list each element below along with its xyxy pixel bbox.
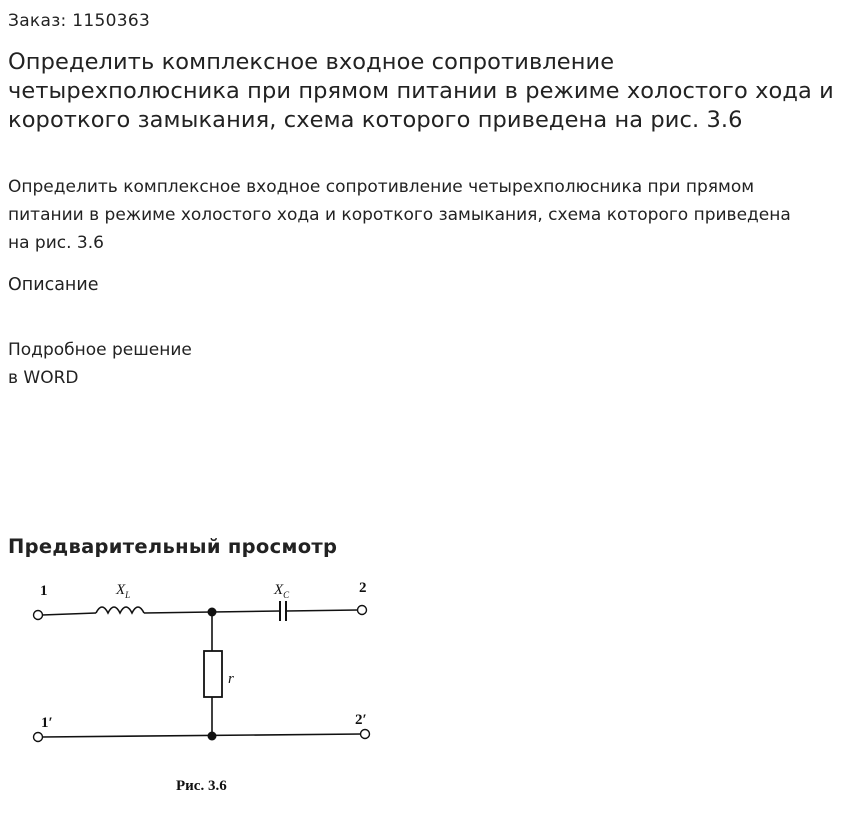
resistor-label: r — [228, 671, 234, 687]
terminal-2p-label: 2′ — [355, 712, 367, 728]
wire-top-middle — [144, 612, 212, 613]
resistor — [204, 651, 222, 697]
solution-line-2: в WORD — [8, 368, 79, 388]
terminal-2-label: 2 — [359, 580, 367, 596]
terminal-2p-circle — [361, 730, 370, 739]
order-number: Заказ: 1150363 — [8, 11, 151, 31]
inductor-label — [115, 582, 130, 600]
capacitor-label — [273, 582, 290, 600]
terminal-1-label: 1 — [40, 583, 48, 599]
task-description: Определить комплексное входное сопротивление четырехполюсника при прямом питании в режиме холостого хода и короткого замыкания, схема которого приведена на рис. 3.6 — [8, 177, 791, 253]
solution-line-1: Подробное решение — [8, 340, 192, 360]
solution-info — [8, 336, 192, 392]
wire-top-right-a — [212, 611, 280, 612]
terminal-1p-circle — [34, 733, 43, 742]
inductor-coil — [96, 607, 144, 613]
wire-top-right-b — [286, 610, 358, 611]
description-section-label: Описание — [8, 275, 99, 295]
wire-top-left — [42, 613, 96, 615]
page-title: Определить комплексное входное сопротивление четырехполюсника при прямом питании в режиме холостого хода и короткого замыкания, схема которого приведена на рис. 3.6 — [8, 49, 834, 133]
figure-caption: Рис. 3.6 — [176, 778, 227, 794]
capacitor-label-main: X — [274, 582, 284, 598]
inductor-label-sub: L — [125, 590, 131, 600]
terminal-1p-label: 1′ — [41, 715, 53, 731]
node-bottom — [208, 732, 217, 741]
preview-heading: Предварительный просмотр — [8, 535, 338, 558]
terminal-2-circle — [358, 606, 367, 615]
circuit-diagram — [0, 565, 400, 805]
wire-bottom — [42, 734, 362, 737]
capacitor-label-sub: C — [283, 590, 290, 600]
terminal-1-circle — [34, 611, 43, 620]
inductor-label-main: X — [116, 582, 126, 598]
